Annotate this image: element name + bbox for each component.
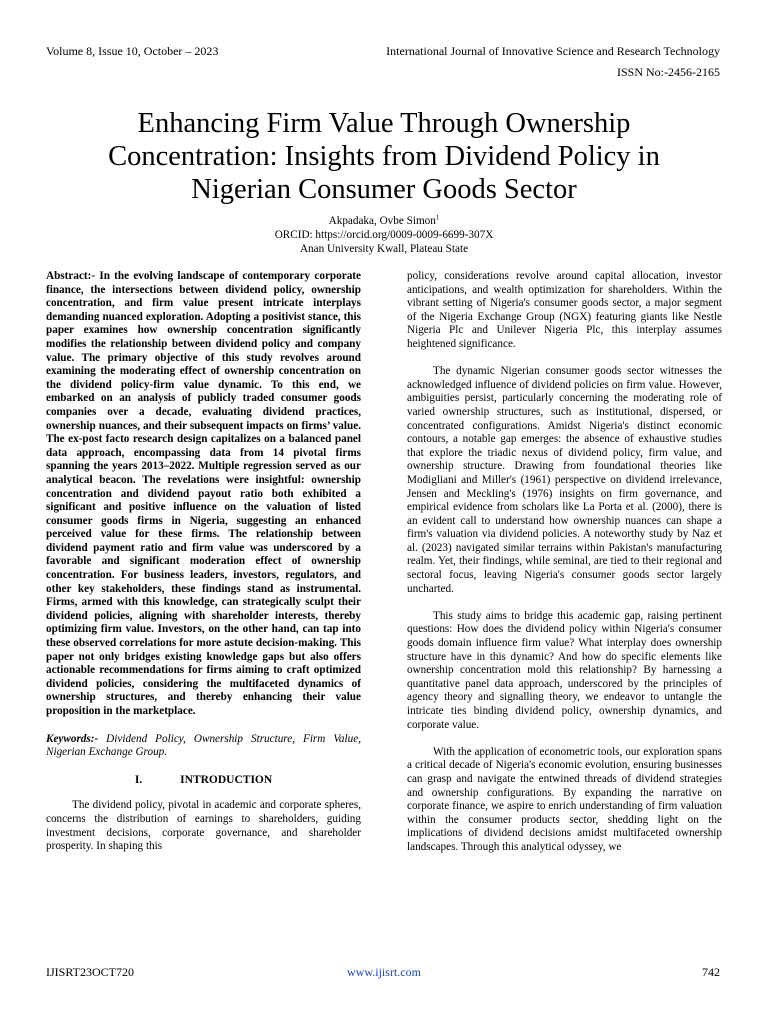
paper-title: Enhancing Firm Value Through Ownership Concentration: Insights from Dividend Policy in Nigerian Consumer Goods Sector [108,108,660,206]
author-orcid: ORCID: https://orcid.org/0009-0009-6699-307X [274,229,494,241]
left-column [46,270,361,854]
author-name: Akpadaka, Ovbe Simon [328,215,436,227]
footer-website-link[interactable]: www.ijisrt.com [347,965,421,979]
section-title: INTRODUCTION [180,773,273,786]
body-paragraph: The dynamic Nigerian consumer goods sector witnesses the acknowledged influence of dividend policies on firm value. However, ambiguities persist, particularly concerning the moderating role of varied ownership structures, such as institutional, dispersed, or concentrated configurations. Amidst Nigeria's distinct economic contours, a notable gap emerges: the absence of exhaustive studies that explore the triadic nexus of dividend policy, firm value, and ownership structure. Drawing from foundational theories like Modigliani and Miller's (1961) perspective on dividend irrelevance, Jensen and Meckling's (1976) insights on firm governance, and empirical evidence from scholars like La Porta et al. (2000), there is an evident call to understand how ownership nuances can shape a firm's valuation via dividend policies. A noteworthy study by Naz et al. (2023) navigated similar terrains within Pakistan's manufacturing realm. Yet, their findings, while seminal, are tied to their regional and sectoral focus, leaving Nigeria's consumer goods sector largely uncharted. [407,365,722,595]
body-paragraph-continued: policy, considerations revolve around capital allocation, investor anticipations, and wealth optimization for shareholders. Within the vibrant setting of Nigeria's consumer goods sector, a major segment of the Nigeria Exchange Group (NGX) featuring giants like Nestle Nigeria Plc and Unilever Nigeria Plc, this interplay assumes heightened significance. [407,270,722,350]
header-issn: ISSN No:-2456-2165 [616,65,720,79]
keywords [46,733,361,760]
author-superscript: 1 [435,213,440,222]
keywords-label: Keywords:- [46,732,99,745]
right-column [407,270,722,855]
abstract: Abstract:- In the evolving landscape of contemporary corporate finance, the intersections between dividend policy, ownership concentration, and firm value present intricate interplays demanding nuanced exploration. Adopting a positivist stance, this paper examines how ownership concentration significantly modifies the relationship between dividend policy and company value. The primary objective of this study revolves around examining the moderating effect of ownership concentration on the dividend policy-firm value dynamic. To this end, we embarked on an analysis of publicly traded consumer goods companies over a decade, evaluating dividend practices, ownership nuances, and their subsequent impacts on firms’ value. The ex-post facto research design capitalizes on a balanced panel data approach, encompassing data from 14 pivotal firms spanning the years 2013–2022. Multiple regression served as our analytical beacon. The revelations were insightful: ownership concentration and dividend payout ratio both exhibited a significant and positive influence on the valuation of listed consumer goods firms in Nigeria, suggesting an enhanced perceived value for these firms. The relationship between dividend payment ratio and firm value was underscored by a favorable and significant moderation effect of ownership concentration. For business leaders, investors, regulators, and other key stakeholders, these findings stand as instrumental. Firms, armed with this knowledge, can strategically sculpt their dividend policies, aligning with shareholder interests, thereby optimizing firm value. Investors, on the other hand, can tap into these observed correlations for more astute decision-making. This paper not only bridges existing knowledge gaps but also offers actionable recommendations for firms aiming to craft optimized dividend policies, considering the multifaceted dynamics of ownership structures, and thereby enhancing their value proposition in the marketplace. [46,270,361,717]
header-journal: International Journal of Innovative Science and Research Technology [386,44,720,58]
keywords-text: Dividend Policy, Ownership Structure, Firm Value, Nigerian Exchange Group. [46,732,361,759]
author-line [0,214,768,228]
body-paragraph: This study aims to bridge this academic gap, raising pertinent questions: How does the dividend policy within Nigeria's consumer goods domain influence firm value? What interplay does ownership structure have in this dynamic? And how do specific elements like ownership concentration mold this relationship? By harnessing a quantitative panel data approach, underscored by the principles of agency theory and signalling theory, we endeavor to untangle the intricate ties binding dividend policy, ownership dynamics, and corporate value. [407,609,722,731]
header-volume: Volume 8, Issue 10, October – 2023 [46,44,219,58]
footer-paper-id: IJISRT23OCT720 [46,965,134,979]
author-block [0,214,768,256]
section-heading [46,774,361,788]
body-paragraph: With the application of econometric tools, our exploration spans a critical decade of Nigeria's economic evolution, ensuring businesses can grasp and navigate the entwined threads of dividend strategies and ownership configurations. By expanding the narrative on corporate finance, we aspire to enrich understanding of firm valuation within the consumer products sector, shedding light on the implications of dividend decisions amidst multifaceted ownership landscapes. Through this analytical odyssey, we [407,745,722,853]
author-affiliation: Anan University Kwall, Plateau State [299,243,469,255]
footer-page-number: 742 [702,965,720,979]
intro-paragraph: The dividend policy, pivotal in academic and corporate spheres, concerns the distribution of earnings to shareholders, guiding investment decisions, corporate governance, and shareholder prosperity. In shaping this [46,799,361,853]
section-number: I. [134,773,143,786]
